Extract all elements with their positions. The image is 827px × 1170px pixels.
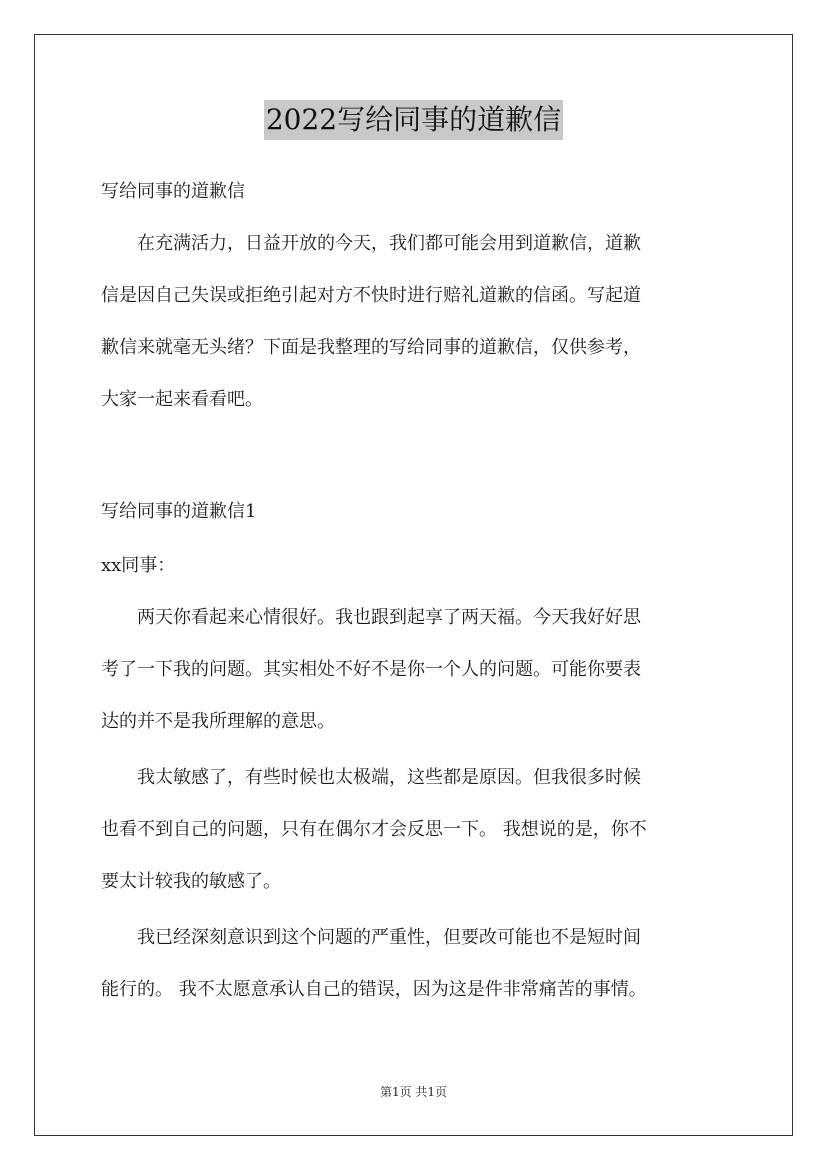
paragraph-line: 能行的。 我不太愿意承认自己的错误，因为这是件非常痛苦的事情。 [101, 979, 647, 1000]
page-footer: 第1页 共1页 [379, 1085, 448, 1099]
intro-heading: 写给同事的道歉信 [101, 181, 245, 202]
intro-line: 歉信来就毫无头绪？下面是我整理的写给同事的道歉信，仅供参考， [101, 337, 641, 358]
paragraph-line: 我已经深刻意识到这个问题的严重性，但要改可能也不是短时间 [137, 927, 641, 948]
salutation: xx同事： [101, 555, 176, 576]
title-area [0, 100, 827, 140]
intro-line: 大家一起来看看吧。 [101, 389, 263, 410]
paragraph-line: 考了一下我的问题。其实相处不好不是你一个人的问题。可能你要表 [101, 659, 641, 680]
letter-paragraph-3 [101, 912, 731, 1016]
paragraph-line: 我太敏感了，有些时候也太极端，这些都是原因。但我很多时候 [137, 767, 641, 788]
paragraph-line: 达的并不是我所理解的意思。 [101, 711, 335, 732]
paragraph-line: 要太计较我的敏感了。 [101, 871, 281, 892]
intro-paragraph [101, 218, 731, 426]
intro-line: 在充满活力，日益开放的今天，我们都可能会用到道歉信，道歉 [137, 233, 641, 254]
document-body [101, 172, 731, 1016]
intro-line: 信是因自己失误或拒绝引起对方不快时进行赔礼道歉的信函。写起道 [101, 285, 641, 306]
spacer [101, 426, 731, 492]
letter-paragraph-1 [101, 592, 731, 748]
letter-paragraph-2 [101, 752, 731, 908]
paragraph-line: 也看不到自己的问题，只有在偶尔才会反思一下。 我想说的是，你不 [101, 819, 647, 840]
document-title: 2022写给同事的道歉信 [264, 100, 563, 140]
paragraph-line: 两天你看起来心情很好。我也跟到起享了两天福。今天我好好思 [137, 607, 641, 628]
letter-heading: 写给同事的道歉信1 [101, 501, 257, 522]
